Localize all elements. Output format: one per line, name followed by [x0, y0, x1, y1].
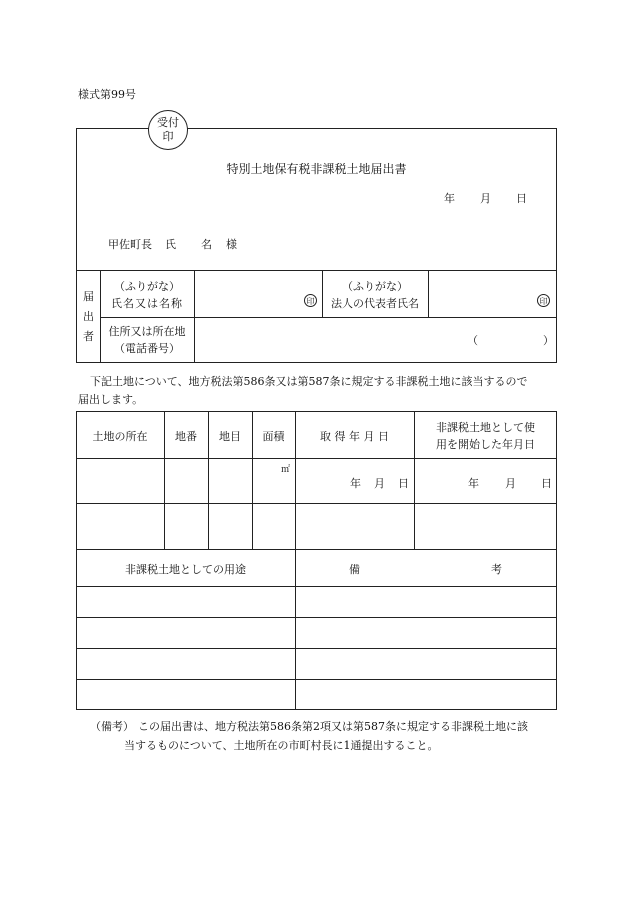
- statement-line1: 下記土地について、地方税法第586条又は第587条に規定する非課税土地に該当するので: [90, 375, 528, 388]
- statement-line2: 届出します。: [78, 393, 144, 406]
- header-acquired: 取 得 年 月 日: [320, 430, 389, 443]
- filer-top-line: [76, 270, 557, 271]
- header-area: 面積: [262, 430, 285, 443]
- usage-header: 非課税土地としての用途: [125, 563, 246, 576]
- phone-label: （電話番号）: [114, 342, 180, 355]
- usage-row-line: [76, 679, 557, 680]
- note-line2: 当するものについて、土地所在の市町村長に1通提出すること。: [124, 739, 439, 752]
- receipt-stamp-line2: 印: [162, 130, 174, 143]
- date-year-label: 年: [444, 192, 455, 205]
- rep-furigana-label: （ふりがな）: [342, 280, 408, 293]
- date-month-label: 月: [480, 192, 491, 205]
- filer-label-char: 届: [83, 290, 94, 303]
- filer-label-char: 出: [83, 310, 94, 323]
- filer-middle-line: [100, 317, 557, 318]
- receipt-stamp: [148, 110, 188, 150]
- phone-paren-open: （: [467, 334, 478, 347]
- land-table-row-line: [76, 503, 557, 504]
- note-label: （備考）: [90, 720, 134, 733]
- phone-paren-close: ）: [543, 334, 554, 347]
- filer-label-char: 者: [83, 330, 94, 343]
- rep-name-label: 法人の代表者氏名: [331, 297, 419, 310]
- name-label: 氏名又は名称: [111, 297, 183, 310]
- usage-row-line: [76, 648, 557, 649]
- header-lot: 地番: [175, 430, 197, 443]
- rep-seal-mark: 印: [537, 294, 550, 307]
- acquired-day: 日: [398, 477, 409, 490]
- header-category: 地目: [219, 430, 241, 443]
- receipt-stamp-line1: 受付: [157, 116, 179, 129]
- start-day: 日: [541, 477, 552, 490]
- land-table-header-line: [76, 458, 557, 459]
- acquired-month: 月: [374, 477, 385, 490]
- form-number: 様式第99号: [78, 88, 136, 101]
- land-col-divider: [295, 411, 296, 710]
- acquired-year: 年: [350, 477, 361, 490]
- usage-header-line: [76, 586, 557, 587]
- header-location: 土地の所在: [92, 430, 148, 443]
- name-seal-mark: 印: [304, 294, 317, 307]
- start-month: 月: [505, 477, 516, 490]
- header-start-line1: 非課税土地として使: [436, 421, 535, 434]
- form-title: 特別土地保有税非課税土地届出書: [226, 162, 407, 176]
- usage-row-line: [76, 617, 557, 618]
- remarks-header-2: 考: [491, 563, 502, 576]
- area-unit: ㎡: [281, 465, 291, 475]
- remarks-header-1: 備: [349, 563, 360, 576]
- land-table-bottom-line: [76, 549, 557, 550]
- start-year: 年: [468, 477, 479, 490]
- date-day-label: 日: [516, 192, 527, 205]
- filer-rep-divider-right: [428, 270, 429, 317]
- addressee-mayor: 甲佐町長: [108, 238, 152, 251]
- addressee-sama: 様: [226, 238, 237, 251]
- addressee-shi: 氏: [165, 238, 176, 251]
- header-start-line2: 用を開始した年月日: [436, 438, 535, 451]
- note-line1: この届出書は、地方税法第586条第2項又は第587条に規定する非課税土地に該: [138, 720, 528, 733]
- filer-header-divider: [194, 270, 195, 363]
- name-furigana-label: （ふりがな）: [114, 280, 180, 293]
- addressee-mei: 名: [201, 238, 212, 251]
- filer-vertical-label: [83, 287, 94, 347]
- address-label: 住所又は所在地: [108, 325, 186, 338]
